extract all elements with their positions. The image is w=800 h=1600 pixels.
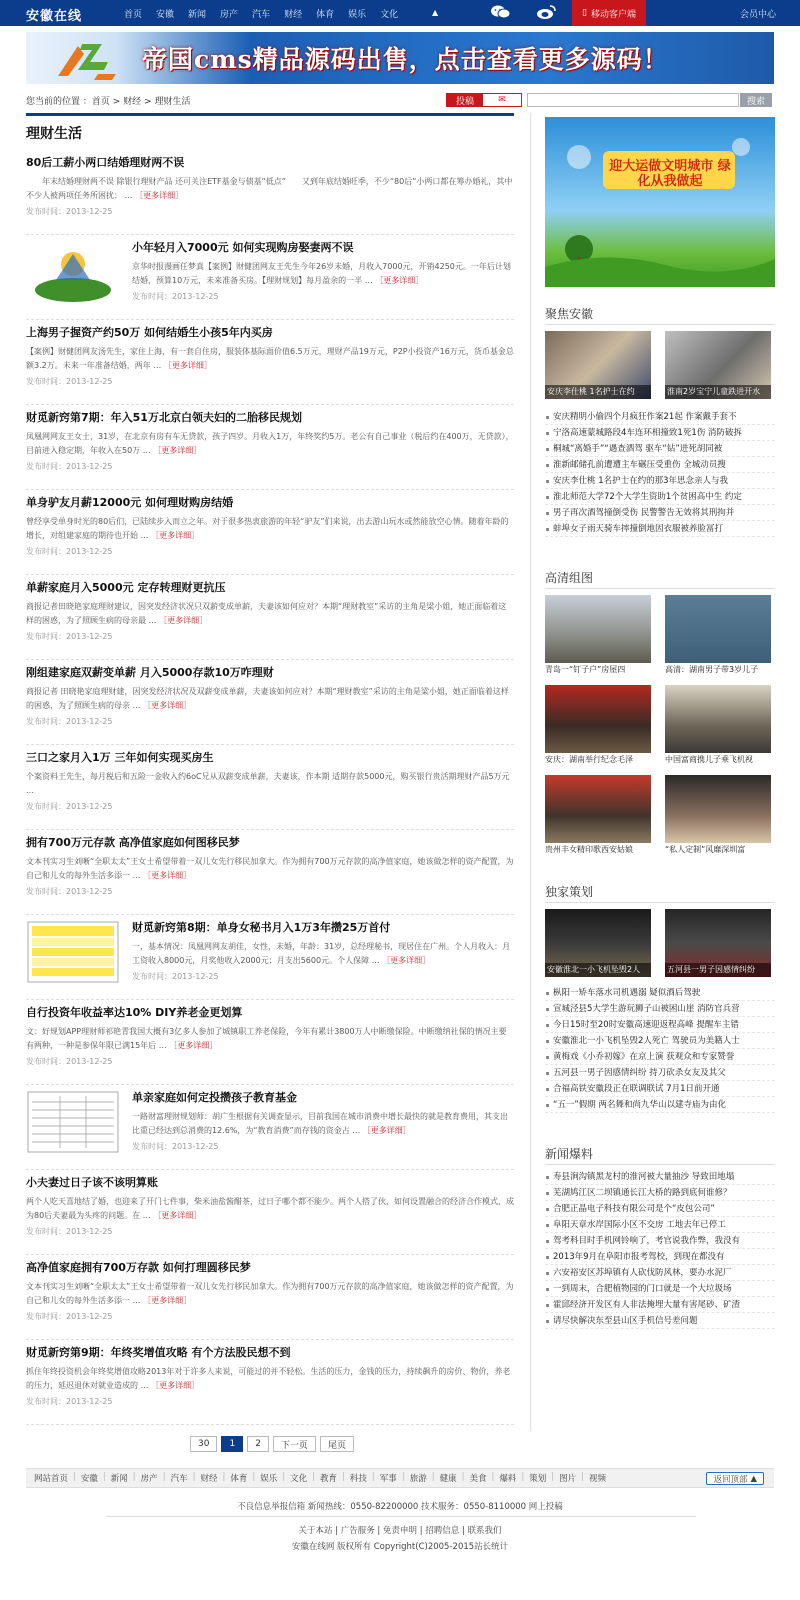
- focus-photo[interactable]: [545, 331, 651, 413]
- footer-nav-item[interactable]: 图片: [559, 1474, 577, 1484]
- page-title: 理财生活: [26, 126, 82, 142]
- footer-nav-items: [34, 1472, 606, 1484]
- separator: |: [371, 1472, 375, 1482]
- phone-icon: ▯: [582, 8, 587, 18]
- summary-text: 年末结婚理财两不误 除银行理财产品 还可关注ETF基金与债基“低点” 又到年底结婚旺季，不少“80后”小两口都在筹办婚礼，其中不少人被两项任务所困扰：: [26, 177, 513, 200]
- weibo-icon[interactable]: [536, 4, 556, 20]
- article-date: 发布时间：2013-12-25: [26, 802, 113, 811]
- mobile-client-button[interactable]: [572, 0, 646, 26]
- separator: |: [431, 1472, 435, 1482]
- article-date: 发布时间：2013-12-25: [26, 377, 113, 386]
- separator: |: [132, 1472, 136, 1482]
- main-nav: [124, 0, 412, 26]
- sidebar-news-item[interactable]: 黄梅戏《小乔初嫁》在京上演 获观众和专家赞誉: [545, 1049, 775, 1065]
- search-button[interactable]: 搜索: [740, 93, 772, 107]
- summary-text: 商报记者田晓艳家庭理财建议，因突发经济状况只双薪变成单薪，夫妻该如何应对？本期“理财教室”采访的主角是梁小姐，她正面临着这样的困惑，为了照顾生病的母亲最: [26, 602, 507, 625]
- photo-caption: 高清：湖南男子带3岁儿子: [665, 665, 759, 674]
- breadcrumb-home[interactable]: 首页: [91, 97, 110, 107]
- photo-image: [545, 775, 651, 843]
- article-list: [26, 150, 514, 1425]
- article-title[interactable]: 财觅新窍第7期：年入51万北京白领夫妇的二胎移民规划: [26, 411, 302, 424]
- divider: [106, 1516, 696, 1517]
- photo-caption: 中国富商携儿子乘飞机视: [665, 755, 753, 764]
- article-summary: 文本刊实习生刘晰“全职太太”王女士希望带着一双儿女先行移民加拿大。作为拥有700万元存款的高净值家庭，她该做怎样的资产配置，为自己和儿女的每外生活多添一 … ［更多详细］: [26, 857, 514, 880]
- sidebar-news-item[interactable]: 霍邱经济开发区有人非法掩埋大量有害尾砂、矿渣: [545, 1297, 775, 1313]
- article-summary: 年末结婚理财两不误 除银行理财产品 还可关注ETF基金与债基“低点” 又到年底结婚旺季，不少“80后”小两口都在筹办婚礼，其中不少人被两项任务所困扰： … ［更多详细］: [26, 177, 513, 200]
- article-title[interactable]: 高净值家庭拥有700万存款 如何打理圆移民梦: [26, 1261, 251, 1274]
- summary-text: 商报记者 田晓艳家庭理财建，因突发经济状况及双薪变成单薪，夫妻该如何应对？本期“理财教室”采访的主角是梁小姐，她正面临着这样的困惑，为了照顾生病的母亲: [26, 687, 509, 710]
- article-title[interactable]: 单身驴友月薪12000元 如何理财购房结婚: [26, 496, 234, 509]
- read-more-link[interactable]: ［更多详细］: [151, 531, 200, 540]
- sidebar-news-item[interactable]: 一到周末，合肥植物园的门口就是一个大垃圾场: [545, 1281, 775, 1297]
- article-item: [26, 830, 514, 915]
- page-number[interactable]: 2: [247, 1436, 269, 1452]
- sidebar-ad[interactable]: [545, 117, 775, 287]
- footer-nav-item[interactable]: 房产: [140, 1474, 158, 1484]
- sidebar-news-item[interactable]: 合福高铁安徽段正在联调联试 7月1日前开通: [545, 1081, 775, 1097]
- article-title[interactable]: 小年轻月入7000元 如何实现购房娶妻两不误: [132, 241, 354, 254]
- breadcrumb-category[interactable]: 财经: [123, 97, 142, 107]
- article-title[interactable]: 上海男子握资产约50万 如何结婚生小孩5年内买房: [26, 326, 273, 339]
- separator: |: [162, 1472, 166, 1482]
- separator: |: [312, 1472, 316, 1482]
- gallery-photo[interactable]: [545, 685, 651, 767]
- divider: [545, 902, 775, 903]
- separator: |: [192, 1472, 196, 1482]
- photo-caption: 贵州丰女精印歌西安姑娘: [545, 845, 633, 854]
- summary-text: 文本刊实习生刘晰“全职太太”王女士希望带着一双儿女先行移民加拿大。作为拥有700万元存款的高净值家庭，她该做怎样的资产配置，为自己和儿女的每外生活多添一: [26, 1282, 514, 1305]
- read-more-link[interactable]: ［更多详细］: [151, 1381, 200, 1390]
- read-more-link[interactable]: ［更多详细］: [135, 191, 184, 200]
- footer-nav-item[interactable]: 体育: [230, 1474, 248, 1484]
- sidebar-news-item[interactable]: 今日15时至20时安徽高速迎返程高峰 提醒车主错: [545, 1017, 775, 1033]
- separator: |: [282, 1472, 286, 1482]
- sidebar-news-item[interactable]: 蚌埠女子雨天骑车摔撞倒地因衣服被养脸冨打: [545, 521, 775, 537]
- separator: |: [521, 1472, 525, 1482]
- article-summary: 文：好规划APP理财师祁艳青我国大概有3亿多人参加了城镇职工养老保险，今年有累计3800万人中断缴保险。中断缴纳社保的情况主要有两种，一种是参保年限已满15年后 … ［更多详细］: [26, 1027, 507, 1050]
- summary-text: 文：好规划APP理财师祁艳青我国大概有3亿多人参加了城镇职工养老保险，今年有累计3800万人中断缴保险。中断缴纳社保的情况主要有两种，一种是参保年限已满15年后: [26, 1027, 507, 1050]
- article-summary: 凤凰网网友王女士，31岁，在北京有房有车无贷款，孩子四岁。月收入1万，年终奖约5万。老公有自己事业（税后约在400万，无贷款），目前进入稳定期，年收入在50万 … ［更多详细］: [26, 432, 514, 455]
- article-summary: 【案例】财健团网友汤先生，家住上海，有一套自住房，服装体基际面价值6.5万元，理财产品19万元，P2P小投资产16万元，货币基金总额3.2万。未来一年准备结婚，两年 … ［更多详细］: [26, 347, 514, 370]
- photo-image: [545, 685, 651, 753]
- footer-nav-item[interactable]: 财经: [200, 1474, 218, 1484]
- article-date: 发布时间：2013-12-25: [26, 462, 113, 471]
- photo-caption: 安庆李仕桃 1名护士在约: [545, 385, 651, 399]
- exclusive-title[interactable]: 独家策划: [545, 885, 594, 899]
- article-summary: 一，基本情况：凤凰网网友胡佳，女性，未婚，年龄：31岁，总经理秘书，现居住在广州。个人月收入：月工资收入8000元，月奖他收入2000元；月支出5600元。个人保障 … ［更多详细］: [132, 942, 511, 965]
- footer-nav-item[interactable]: 新闻: [110, 1474, 128, 1484]
- sidebar-news-item[interactable]: 请尽快解决东至县山区手机信号差问题: [545, 1313, 775, 1329]
- summary-text: 一路财富理财规划师：胡广生根据有关调查显示，目前我国在城市消费中增长最快的就是教育费用，其支出比重已经达到总消费的12.6%，为“教育消费”而存钱的资金占: [132, 1112, 508, 1135]
- sidebar-ad-text: 迎大运做文明城市 绿化从我做起: [609, 159, 731, 189]
- summary-text: 曾经享受单身时光的80后们，已陆续步入而立之年。对于很多热衷旅游的年轻“驴友”们来说，出去游山玩水或然能放空心情。随着年龄的增长，对组建家庭的期待也开始: [26, 517, 509, 540]
- read-more-link[interactable]: ［更多详细］: [143, 701, 192, 710]
- photo-caption: 安庆：湖南举行纪念毛泽: [545, 755, 633, 764]
- article-title[interactable]: 自行投资年收益率达10% DIY养老金更划算: [26, 1006, 243, 1019]
- separator: |: [491, 1472, 495, 1482]
- article-item: [26, 915, 514, 1000]
- separator: |: [252, 1472, 256, 1482]
- article-summary: 商报记者 田晓艳家庭理财建，因突发经济状况及双薪变成单薪，夫妻该如何应对？本期“理财教室”采访的主角是梁小姐，她正面临着这样的困惑，为了照顾生病的母亲 … ［更多详细］: [26, 687, 509, 710]
- article-date: 发布时间：2013-12-25: [26, 547, 113, 556]
- section-rule: [26, 113, 514, 116]
- nav-item[interactable]: 娱乐: [348, 9, 367, 20]
- article-thumbnail[interactable]: [26, 240, 120, 304]
- sidebar-news-item[interactable]: 驾考科目时手机网铃响了，考官说我作弊，我没有: [545, 1233, 775, 1249]
- sidebar-news-item[interactable]: 淮新邮储孔前遭遭主车碾压受重伤 全城动员搜: [545, 457, 775, 473]
- footer-nav-item[interactable]: 科技: [349, 1474, 367, 1484]
- article-summary: 商报记者田晓艳家庭理财建议，因突发经济状况只双薪变成单薪，夫妻该如何应对？本期“理财教室”采访的主角是梁小姐，她正面临着这样的困惑，为了照顾生病的母亲最 … ［更多详细］: [26, 602, 507, 625]
- exclusive-news-list: [545, 985, 775, 1113]
- sidebar-news-item[interactable]: 安庆精明小偷四个月疯狂作案21起 作案戴手套不: [545, 409, 775, 425]
- article-title[interactable]: 财觅新窍第9期：年终奖增值攻略 有个方法股民想不到: [26, 1346, 291, 1359]
- photo-image: [665, 775, 771, 843]
- arrow-up-icon: ▲: [750, 1473, 757, 1484]
- separator: |: [581, 1472, 585, 1482]
- article-title[interactable]: 单薪家庭月入5000元 定存转理财更抗压: [26, 581, 226, 594]
- article-date: 发布时间：2013-12-25: [132, 972, 219, 981]
- exclusive-photo[interactable]: [665, 909, 771, 991]
- article-item: [26, 405, 514, 490]
- tipoff-title[interactable]: 新闻爆料: [545, 1147, 594, 1161]
- copyright: 安徽在线网 版权所有 Copyright(C)2005-2015站长统计: [291, 1542, 509, 1552]
- footer-nav: [26, 1468, 774, 1488]
- separator: |: [461, 1472, 465, 1482]
- breadcrumb-current[interactable]: 理财生活: [154, 97, 191, 107]
- footer-links[interactable]: 关于本站 | 广告服务 | 免责申明 | 招聘信息 | 联系我们: [298, 1526, 502, 1536]
- summary-text: 两个人吃天喜地结了婚，也迎来了开门七件事，柴米油盐酱醋茶，过日子哪个都不能少。两个人搭了伙，如何设置融合的经济合作模式，成为80后夫妻最为头疼的问题。在: [26, 1197, 514, 1220]
- nav-item[interactable]: 房产: [220, 9, 239, 20]
- photo-image: [665, 595, 771, 663]
- summary-text: 【案例】财健团网友汤先生，家住上海，有一套自住房，服装体基际面价值6.5万元，理财产品19万元，P2P小投资产16万元，货币基金总额3.2万。未来一年准备结婚，两年: [26, 347, 514, 370]
- sidebar-news-item[interactable]: 六安裕安区苏埠镇有人砍伐防风林，要办水泥厂: [545, 1265, 775, 1281]
- sidebar-news-item[interactable]: 五河县一男子因感情纠纷 持刀砍杀女友及其父: [545, 1065, 775, 1081]
- sidebar-news-item[interactable]: 宁洛高速蒙城路段4车连环相撞致1死1伤 消防破拆: [545, 425, 775, 441]
- article-title[interactable]: 80后工薪小两口结婚理财两不误: [26, 156, 185, 169]
- banner-logo-icon: [52, 36, 122, 80]
- article-item: [26, 320, 514, 405]
- read-more-link[interactable]: ［更多详细］: [143, 1296, 192, 1305]
- sidebar-news-item[interactable]: “五一”假期 两名舞和尚九华山以建寺庙为由化: [545, 1097, 775, 1113]
- mail-icon: ✉: [498, 95, 506, 105]
- back-to-top-label: 返回顶部: [713, 1474, 748, 1485]
- article-item: [26, 660, 514, 745]
- focus-photo[interactable]: [665, 331, 771, 413]
- sidebar-news-item[interactable]: 宣城泾县5大学生游玩狮子山被困山崖 消防官兵营: [545, 1001, 775, 1017]
- separator: |: [222, 1472, 226, 1482]
- sidebar-news-item[interactable]: 男子再次酒驾撞倒受伤 民警警告无效将其刑拘并: [545, 505, 775, 521]
- separator: |: [551, 1472, 555, 1482]
- article-title[interactable]: 单亲家庭如何定投攒孩子教育基金: [132, 1091, 297, 1104]
- footer-nav-item[interactable]: 策划: [529, 1474, 547, 1484]
- article-item: [26, 235, 514, 320]
- breadcrumb-sep: >: [109, 97, 124, 107]
- divider: [545, 588, 775, 589]
- article-title[interactable]: 小夫妻过日子该不该明算账: [26, 1176, 158, 1189]
- sidebar-news-item[interactable]: 淮北师范大学72个大学生资助1个贫困高中生 约定: [545, 489, 775, 505]
- article-item: [26, 1170, 514, 1255]
- photo-image: [665, 685, 771, 753]
- article-title[interactable]: 拥有700万元存款 高净值家庭如何图移民梦: [26, 836, 240, 849]
- article-summary: 两个人吃天喜地结了婚，也迎来了开门七件事，柴米油盐酱醋茶，过日子哪个都不能少。两个人搭了伙，如何设置融合的经济合作模式，成为80后夫妻最为头疼的问题。在 … ［更多详细］: [26, 1197, 514, 1220]
- summary-text: 抓住年终投资机会年终奖增值攻略2013年对于许多人来说，可能过的并不轻松。生活的压力，金钱的压力，持续飙升的房价、物价，养老的压力，延迟退休对就业造成的: [26, 1367, 511, 1390]
- sidebar-news-item[interactable]: 合肥正晶电子科技有限公司是个“皮包公司”: [545, 1201, 775, 1217]
- nav-item[interactable]: 汽车: [252, 9, 271, 20]
- article-item: [26, 575, 514, 660]
- mobile-client-label: 移动客户端: [590, 9, 636, 20]
- banner-ad[interactable]: [26, 32, 774, 84]
- top-nav-bar: [0, 0, 800, 26]
- footer-nav-item[interactable]: 军事: [379, 1474, 397, 1484]
- footer-nav-item[interactable]: 教育: [320, 1474, 338, 1484]
- banner-text: 帝国cms精品源码出售，点击查看更多源码！: [142, 45, 669, 74]
- hd-gallery-title[interactable]: 高清组图: [545, 571, 594, 585]
- summary-text: 京华时报漫画任梦真【案例】财健团网友王先生今年26岁未婚，月收入7000元，开销4250元。一年后计划结婚，预算10万元，未来准备买房。【理财规划】每月盈余的一半: [132, 262, 511, 285]
- focus-news-list: [545, 409, 775, 537]
- gallery-photo[interactable]: [545, 595, 651, 677]
- wechat-icon[interactable]: [490, 4, 512, 20]
- sidebar-news-item[interactable]: 寿县涧沟镇黑龙村的淮河被大量抽沙 导致田地塌: [545, 1169, 775, 1185]
- pagination: [190, 1436, 354, 1452]
- article-date: 发布时间：2013-12-25: [26, 207, 113, 216]
- article-title[interactable]: 三口之家月入1万 三年如何实现买房生: [26, 751, 214, 764]
- sidebar-news-item[interactable]: 2013年9月在阜阳市报考驾校，到现在都没有: [545, 1249, 775, 1265]
- read-more-link[interactable]: ［更多详细］: [382, 956, 431, 965]
- gallery-photo[interactable]: [665, 775, 771, 857]
- last-page-button[interactable]: 尾页: [320, 1436, 354, 1452]
- photo-caption: 淮南2岁宝宁儿童跌进开水: [665, 385, 771, 399]
- sidebar: [530, 113, 774, 1431]
- back-to-top-button[interactable]: [706, 1472, 764, 1485]
- separator: |: [401, 1472, 405, 1482]
- article-title[interactable]: 财觅新窍第8期：单身女秘书月入1万3年攒25万首付: [132, 921, 391, 934]
- sidebar-news-item[interactable]: 桐城“离婚手”“遇查酒驾 驱车“钻”进死胡同被: [545, 441, 775, 457]
- footer-nav-item[interactable]: 旅游: [409, 1474, 427, 1484]
- footer-nav-item[interactable]: 文化: [290, 1474, 308, 1484]
- article-summary: 一路财富理财规划师：胡广生根据有关调查显示，目前我国在城市消费中增长最快的就是教育费用，其支出比重已经达到总消费的12.6%，为“教育消费”而存钱的资金占 … ［更多详细］: [132, 1112, 508, 1135]
- photo-caption: 五河县一男子因感情纠纷: [665, 963, 771, 977]
- nav-item[interactable]: 安徽: [156, 9, 175, 20]
- read-more-link[interactable]: ［更多详细］: [169, 1041, 218, 1050]
- sidebar-news-item[interactable]: 阜阳天章水岸国际小区不交房 工地去年已停工: [545, 1217, 775, 1233]
- article-item: [26, 1000, 514, 1085]
- nav-item[interactable]: 首页: [124, 9, 143, 20]
- footer-nav-item[interactable]: 安徽: [80, 1474, 98, 1484]
- read-more-link[interactable]: ［更多详细］: [159, 616, 208, 625]
- member-center-link[interactable]: 会员中心: [740, 10, 777, 20]
- article-date: 发布时间：2013-12-25: [132, 1142, 219, 1151]
- submit-article-button[interactable]: [446, 93, 522, 107]
- article-date: 发布时间：2013-12-25: [26, 717, 113, 726]
- article-summary: 抓住年终投资机会年终奖增值攻略2013年对于许多人来说，可能过的并不轻松。生活的压力，金钱的压力，持续飙升的房价、物价，养老的压力，延迟退休对就业造成的 … ［更多详细］: [26, 1367, 511, 1390]
- article-date: 发布时间：2013-12-25: [26, 1057, 113, 1066]
- separator: |: [73, 1472, 76, 1482]
- article-summary: 京华时报漫画任梦真【案例】财健团网友王先生今年26岁未婚，月收入7000元，开销4250元。一年后计划结婚，预算10万元，未来准备买房。【理财规划】每月盈余的一半 … ［更多详细］: [132, 262, 511, 285]
- article-item: [26, 1085, 514, 1170]
- exclusive-photo[interactable]: [545, 909, 651, 991]
- article-item: [26, 1255, 514, 1340]
- article-summary: 个案资料王先生，每月税后和五险一金收入约6oC兄从双薪变成单薪，夫妻该，作本期 适期存款5000元，购买银行贵活期理财产品5万元 …: [26, 772, 510, 795]
- footer-nav-item[interactable]: 健康: [439, 1474, 457, 1484]
- article-date: 发布时间：2013-12-25: [26, 1312, 113, 1321]
- article-date: 发布时间：2013-12-25: [26, 632, 113, 641]
- article-title[interactable]: 刚组建家庭双薪变单薪 月入5000存款10万咋理财: [26, 666, 274, 679]
- page-number[interactable]: 1: [221, 1436, 243, 1452]
- article-item: [26, 1340, 514, 1425]
- search-input[interactable]: [527, 93, 739, 107]
- divider: [545, 324, 775, 325]
- nav-item[interactable]: 文化: [380, 9, 399, 20]
- footer-nav-item[interactable]: 汽车: [170, 1474, 188, 1484]
- site-logo[interactable]: 安徽在线: [26, 9, 83, 24]
- summary-text: 个案资料王先生，每月税后和五险一金收入约6oC兄从双薪变成单薪，夫妻该，作本期 适期存款5000元，购买银行贵活期理财产品5万元: [26, 772, 510, 781]
- sidebar-news-item[interactable]: 芜湖鸠江区二坝镇通长江大桥的路到底何谁修？: [545, 1185, 775, 1201]
- read-more-link[interactable]: ［更多详细］: [143, 871, 192, 880]
- footer-nav-item[interactable]: 网站首页: [34, 1474, 69, 1484]
- photo-caption: 安徽淮北一小飞机坠毁2人: [545, 963, 651, 977]
- sidebar-news-item[interactable]: 枞阳一矫车落水司机遇溺 疑似酒后驾驶: [545, 985, 775, 1001]
- footer-nav-item[interactable]: 视频: [589, 1474, 607, 1484]
- nav-item[interactable]: 财经: [284, 9, 303, 20]
- article-item: [26, 490, 514, 575]
- gallery-photo[interactable]: [665, 685, 771, 767]
- photo-image: [545, 595, 651, 663]
- footer-nav-item[interactable]: 娱乐: [260, 1474, 278, 1484]
- next-page-button[interactable]: 下一页: [273, 1436, 316, 1452]
- tipoff-news-list: [545, 1169, 775, 1329]
- article-summary: 文本刊实习生刘晰“全职太太”王女士希望带着一双儿女先行移民加拿大。作为拥有700万元存款的高净值家庭，她该做怎样的资产配置，为自己和儿女的每外生活多添一 … ［更多详细］: [26, 1282, 514, 1305]
- gallery-photo[interactable]: [545, 775, 651, 857]
- article-summary: 曾经享受单身时光的80后们，已陆续步入而立之年。对于很多热衷旅游的年轻“驴友”们来说，出去游山玩水或然能放空心情。随着年龄的增长，对组建家庭的期待也开始 … ［更多详细］: [26, 517, 509, 540]
- summary-text: 一，基本情况：凤凰网网友胡佳，女性，未婚，年龄：31岁，总经理秘书，现居住在广州。个人月收入：月工资收入8000元，月奖他收入2000元；月支出5600元。个人保障: [132, 942, 511, 965]
- article-date: 发布时间：2013-12-25: [26, 1397, 113, 1406]
- photo-caption: 青岛一“钉子户”房屋四: [545, 665, 626, 674]
- submit-label: 投稿: [447, 94, 483, 106]
- read-more-link[interactable]: ［更多详细］: [153, 446, 202, 455]
- summary-text: 文本刊实习生刘晰“全职太太”王女士希望带着一双儿女先行移民加拿大。作为拥有700万元存款的高净值家庭，她该做怎样的资产配置，为自己和儿女的每外生活多添一: [26, 857, 514, 880]
- article-date: 发布时间：2013-12-25: [26, 1227, 113, 1236]
- gallery-photo[interactable]: [665, 595, 771, 677]
- breadcrumb: [26, 94, 190, 107]
- nav-expand-icon[interactable]: ▲: [432, 8, 439, 17]
- article-thumbnail[interactable]: [26, 1090, 120, 1154]
- nav-item[interactable]: 体育: [316, 9, 335, 20]
- article-item: [26, 150, 514, 235]
- divider: [545, 1164, 775, 1165]
- breadcrumb-sep: >: [141, 97, 155, 107]
- sidebar-news-item[interactable]: 安徽淮北一小飞机坠毁2人死亡 驾驶员为美籍人士: [545, 1033, 775, 1049]
- focus-title[interactable]: 聚焦安徽: [545, 307, 594, 321]
- nav-item[interactable]: 新闻: [188, 9, 207, 20]
- separator: |: [102, 1472, 106, 1482]
- article-item: [26, 745, 514, 830]
- footer-nav-item[interactable]: 美食: [469, 1474, 487, 1484]
- article-date: 发布时间：2013-12-25: [132, 292, 219, 301]
- separator: |: [342, 1472, 345, 1482]
- read-more-link[interactable]: ［更多详细］: [163, 361, 212, 370]
- read-more-link[interactable]: ［更多详细］: [153, 1211, 202, 1220]
- photo-caption: “私人定制”风靡深圳富: [665, 845, 746, 854]
- article-date: 发布时间：2013-12-25: [26, 887, 113, 896]
- sidebar-ad-art: [545, 117, 775, 287]
- article-thumbnail[interactable]: [26, 920, 120, 984]
- summary-text: 凤凰网网友王女士，31岁，在北京有房有车无贷款，孩子四岁。月收入1万，年终奖约5万。老公有自己事业（税后约在400万，无贷款），目前进入稳定期，年收入在50万: [26, 432, 514, 455]
- page-total: 30: [190, 1436, 217, 1452]
- read-more-link[interactable]: ［更多详细］: [362, 1126, 411, 1135]
- read-more-link[interactable]: ［更多详细］: [375, 276, 424, 285]
- footer-nav-item[interactable]: 爆料: [499, 1474, 517, 1484]
- footer-contact: 不良信息举报信箱 新闻热线：0550-82200000 技术服务：0550-8110000 网上投稿: [237, 1502, 563, 1512]
- sidebar-news-item[interactable]: 安庆李仕桃 1名护士在约的那3年思念亲人与我: [545, 473, 775, 489]
- breadcrumb-prefix: 您当前的位置 ：: [26, 97, 92, 107]
